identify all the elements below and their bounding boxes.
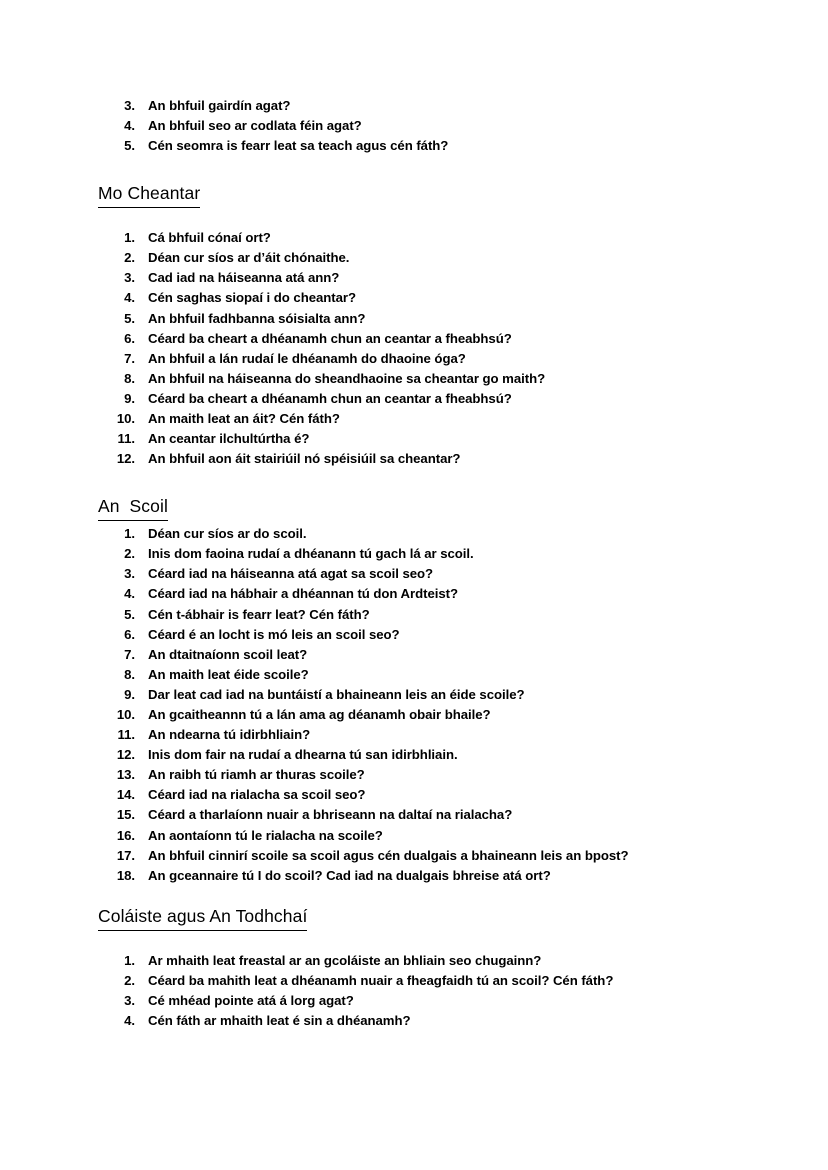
- question-number: 11.: [117, 727, 135, 743]
- question-number: 4.: [124, 586, 135, 602]
- spacer: [98, 886, 728, 906]
- question-number: 3.: [124, 270, 135, 286]
- question-number: 13.: [116, 767, 135, 783]
- spacer: [98, 469, 728, 496]
- question-number: 5.: [124, 138, 135, 154]
- question-text: An ceantar ilchultúrtha é?: [148, 431, 310, 447]
- question-text: Céard ba cheart a dhéanamh chun an ceantar a fheabhsú?: [148, 330, 512, 346]
- question-text: An bhfuil gairdín agat?: [148, 98, 291, 113]
- question-list-colaiste: [98, 951, 728, 1031]
- question-item: [98, 449, 728, 469]
- question-item: [98, 228, 728, 248]
- question-item: [98, 605, 728, 625]
- question-item: [98, 288, 728, 308]
- question-item: [98, 136, 728, 156]
- question-item: [98, 665, 728, 685]
- question-item: [98, 685, 728, 705]
- question-text: An dtaitnaíonn scoil leat?: [148, 646, 308, 662]
- question-text: Cá bhfuil cónaí ort?: [148, 230, 271, 246]
- question-item: [98, 584, 728, 604]
- question-text: An bhfuil fadhbanna sóisialta ann?: [148, 310, 366, 326]
- question-text: Cén seomra is fearr leat sa teach agus cén fáth?: [148, 138, 449, 154]
- question-item: [98, 1011, 728, 1031]
- question-number: 10.: [116, 411, 135, 426]
- question-item: [98, 409, 728, 429]
- question-item: [98, 645, 728, 665]
- question-text: An bhfuil na háiseanna do sheandhaoine sa cheantar go maith?: [148, 370, 546, 386]
- question-text: Inis dom faoina rudaí a dhéanann tú gach lá ar scoil.: [148, 546, 474, 562]
- question-text: An gceannaire tú I do scoil? Cad iad na dualgais bhreise atá ort?: [148, 867, 551, 883]
- section-heading-mo-cheantar: Mo Cheantar: [98, 183, 200, 208]
- question-item: [98, 805, 728, 825]
- question-text: Céard é an locht is mó leis an scoil seo?: [148, 626, 400, 642]
- question-text: An raibh tú riamh ar thuras scoile?: [148, 767, 365, 783]
- question-text: Céard ba cheart a dhéanamh chun an ceantar a fheabhsú?: [148, 390, 512, 406]
- question-item: [98, 564, 728, 584]
- question-number: 2.: [124, 972, 135, 988]
- question-number: 7.: [124, 646, 135, 662]
- question-text: An bhfuil aon áit stairiúil nó spéisiúil sa cheantar?: [148, 451, 461, 467]
- question-number: 1.: [124, 230, 135, 246]
- question-number: 1.: [124, 526, 135, 542]
- question-item: [98, 389, 728, 409]
- section-heading-an-scoil: An Scoil: [98, 496, 168, 521]
- question-text: An bhfuil seo ar codlata féin agat?: [148, 118, 362, 134]
- question-number: 2.: [124, 250, 135, 266]
- question-text: Céard iad na rialacha sa scoil seo?: [148, 787, 366, 803]
- question-item: [98, 991, 728, 1011]
- question-number: 3.: [124, 992, 135, 1008]
- question-item: [98, 705, 728, 725]
- question-item: [98, 971, 728, 991]
- question-number: 12.: [116, 451, 135, 467]
- question-item: [98, 951, 728, 971]
- question-number: 15.: [116, 807, 135, 823]
- question-number: 9.: [124, 686, 135, 702]
- question-text: Céard iad na hábhair a dhéannan tú don Ardteist?: [148, 586, 458, 602]
- question-item: [98, 349, 728, 369]
- question-item: [98, 745, 728, 765]
- question-number: 6.: [124, 626, 135, 642]
- question-text: Inis dom fair na rudaí a dhearna tú san idirbhliain.: [148, 747, 458, 763]
- section-heading-wrap-1: [98, 496, 728, 521]
- question-text: An gcaitheannn tú a lán ama ag déanamh obair bhaile?: [148, 707, 491, 722]
- question-item: [98, 866, 728, 886]
- question-item: [98, 248, 728, 268]
- question-number: 5.: [124, 606, 135, 622]
- question-text: Céard a tharlaíonn nuair a bhriseann na daltaí na rialacha?: [148, 807, 513, 823]
- question-number: 16.: [116, 827, 135, 843]
- spacer: [98, 156, 728, 183]
- spacer: [98, 208, 728, 228]
- question-number: 4.: [124, 118, 135, 134]
- question-text: An aontaíonn tú le rialacha na scoile?: [148, 827, 383, 843]
- question-number: 4.: [124, 290, 135, 306]
- question-number: 4.: [124, 1013, 135, 1028]
- question-number: 5.: [124, 310, 135, 326]
- question-text: An bhfuil cinnirí scoile sa scoil agus cén dualgais a bhaineann leis an bpost?: [148, 847, 629, 863]
- question-item: [98, 309, 728, 329]
- question-number: 2.: [124, 546, 135, 562]
- question-text: An maith leat éide scoile?: [148, 666, 309, 682]
- question-text: Déan cur síos ar do scoil.: [148, 526, 307, 542]
- question-item: [98, 725, 728, 745]
- question-item: [98, 268, 728, 288]
- question-number: 10.: [116, 707, 135, 722]
- question-text: An ndearna tú idirbhliain?: [148, 727, 311, 743]
- question-text: Cén saghas siopaí i do cheantar?: [148, 290, 356, 306]
- question-item: [98, 826, 728, 846]
- question-item: [98, 846, 728, 866]
- question-text: Cén fáth ar mhaith leat é sin a dhéanamh?: [148, 1013, 411, 1028]
- question-item: [98, 116, 728, 136]
- question-number: 8.: [124, 666, 135, 682]
- question-number: 7.: [124, 350, 135, 366]
- question-number: 14.: [116, 787, 135, 803]
- question-number: 8.: [124, 370, 135, 386]
- question-text: Dar leat cad iad na buntáistí a bhaineann leis an éide scoile?: [148, 686, 525, 702]
- question-number: 6.: [124, 330, 135, 346]
- question-item: [98, 96, 728, 116]
- question-item: [98, 765, 728, 785]
- section-heading-wrap-2: [98, 906, 728, 931]
- question-item: [98, 785, 728, 805]
- question-text: Cad iad na háiseanna atá ann?: [148, 270, 340, 286]
- question-text: Cén t-ábhair is fearr leat? Cén fáth?: [148, 606, 370, 622]
- question-list-an-scoil: [98, 524, 728, 886]
- question-number: 9.: [124, 390, 135, 406]
- question-item: [98, 429, 728, 449]
- question-item: [98, 544, 728, 564]
- question-number: 3.: [124, 566, 135, 582]
- section-heading-colaiste-agus-an-todhchai: Coláiste agus An Todhchaí: [98, 906, 307, 931]
- question-item: [98, 329, 728, 349]
- question-text: An maith leat an áit? Cén fáth?: [148, 411, 340, 426]
- question-number: 3.: [124, 98, 135, 113]
- question-number: 18.: [116, 867, 135, 883]
- question-item: [98, 369, 728, 389]
- question-number: 1.: [124, 952, 135, 968]
- question-text: Céard iad na háiseanna atá agat sa scoil seo?: [148, 566, 434, 582]
- section-heading-wrap-0: [98, 183, 728, 208]
- question-text: Déan cur síos ar d’áit chónaithe.: [148, 250, 350, 266]
- spacer: [98, 931, 728, 951]
- question-list-mo-cheantar: [98, 228, 728, 469]
- question-text: An bhfuil a lán rudaí le dhéanamh do dhaoine óga?: [148, 350, 466, 366]
- question-item: [98, 524, 728, 544]
- question-number: 12.: [116, 747, 135, 763]
- question-text: Céard ba mahith leat a dhéanamh nuair a fheagfaidh tú an scoil? Cén fáth?: [148, 972, 614, 988]
- question-number: 11.: [117, 431, 135, 447]
- intro-question-list: [98, 96, 728, 156]
- question-text: Cé mhéad pointe atá á lorg agat?: [148, 992, 354, 1008]
- question-item: [98, 625, 728, 645]
- question-text: Ar mhaith leat freastal ar an gcoláiste an bhliain seo chugainn?: [148, 952, 542, 968]
- question-number: 17.: [116, 847, 135, 863]
